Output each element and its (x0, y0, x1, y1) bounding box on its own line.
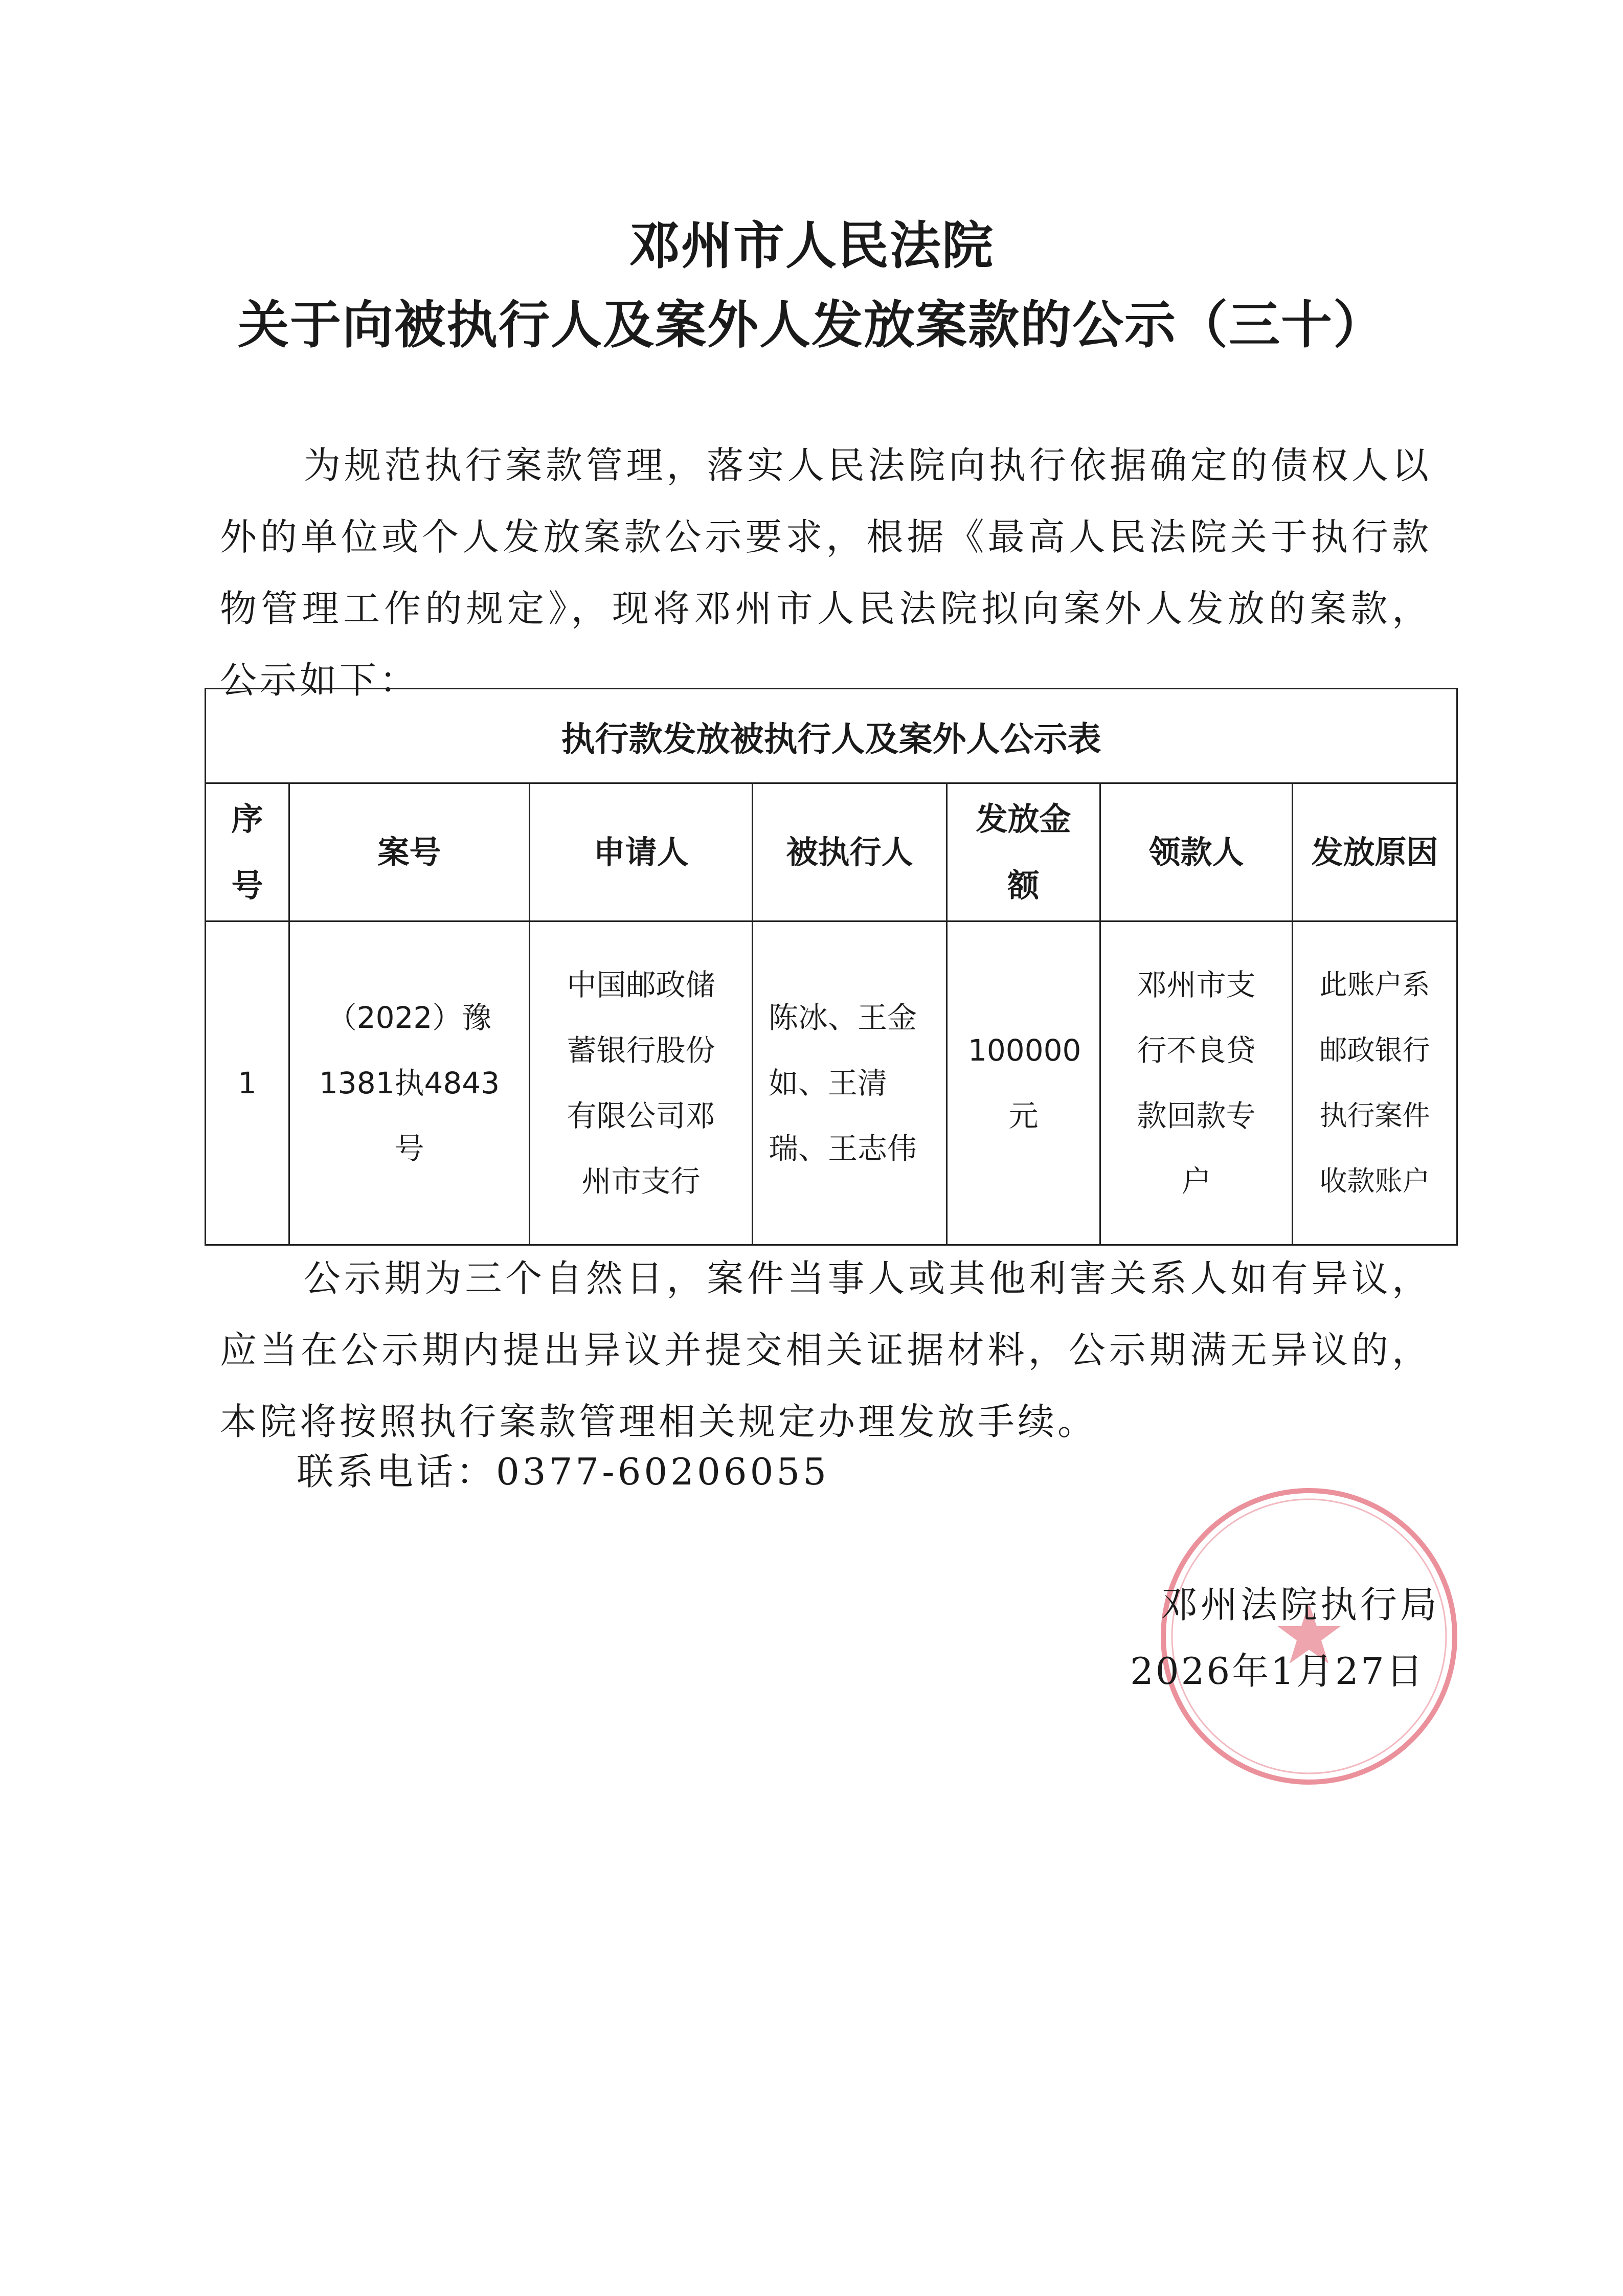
table-header-row (206, 783, 1457, 921)
signature-date: 2026年1月27日 (1130, 1650, 1425, 1693)
cell-reason: 此账户系邮政银行执行案件收款账户 (1293, 921, 1457, 1245)
court-title: 邓州市人民法院 (629, 216, 994, 276)
cell-seq: 1 (206, 921, 289, 1245)
header-executee: 被执行人 (753, 783, 947, 921)
cell-amount: 100000元 (947, 921, 1100, 1245)
header-amount: 发放金额 (947, 783, 1100, 921)
intro-paragraph: 为规范执行案款管理，落实人民法院向执行依据确定的债权人以外的单位或个人发放案款公示要求，根据《最高人民法院关于执行款物管理工作的规定》，现将邓州市人民法院拟向案外人发放的案款，公示如下： (220, 444, 1432, 702)
cell-applicant: 中国邮政储蓄银行股份有限公司邓州市支行 (530, 921, 753, 1245)
disbursement-table (205, 688, 1458, 1246)
header-seq: 序号 (206, 783, 289, 921)
header-reason: 发放原因 (1293, 783, 1457, 921)
official-seal-stamp (1145, 1473, 1473, 1800)
cell-case-no: （2022）豫1381执4843号 (289, 921, 530, 1245)
notice-title: 关于向被执行人及案外人发放案款的公示（三十） (238, 295, 1385, 355)
closing-paragraph: 公示期为三个自然日，案件当事人或其他利害关系人如有异议，应当在公示期内提出异议并提交相关证据材料，公示期满无异议的，本院将按照执行案款管理相关规定办理发放手续。 (220, 1257, 1432, 1443)
cell-executee: 陈冰、王金如、王清瑞、王志伟 (753, 921, 947, 1245)
signature-organization: 邓州法院执行局 (1161, 1583, 1440, 1626)
header-payee: 领款人 (1100, 783, 1293, 921)
header-case-no: 案号 (289, 783, 530, 921)
cell-payee: 邓州市支行不良贷款回款专户 (1100, 921, 1293, 1245)
contact-phone: 联系电话：0377-60206055 (297, 1450, 830, 1493)
table-title: 执行款发放被执行人及案外人公示表 (206, 689, 1457, 783)
table-row (206, 921, 1457, 1245)
header-applicant: 申请人 (530, 783, 753, 921)
